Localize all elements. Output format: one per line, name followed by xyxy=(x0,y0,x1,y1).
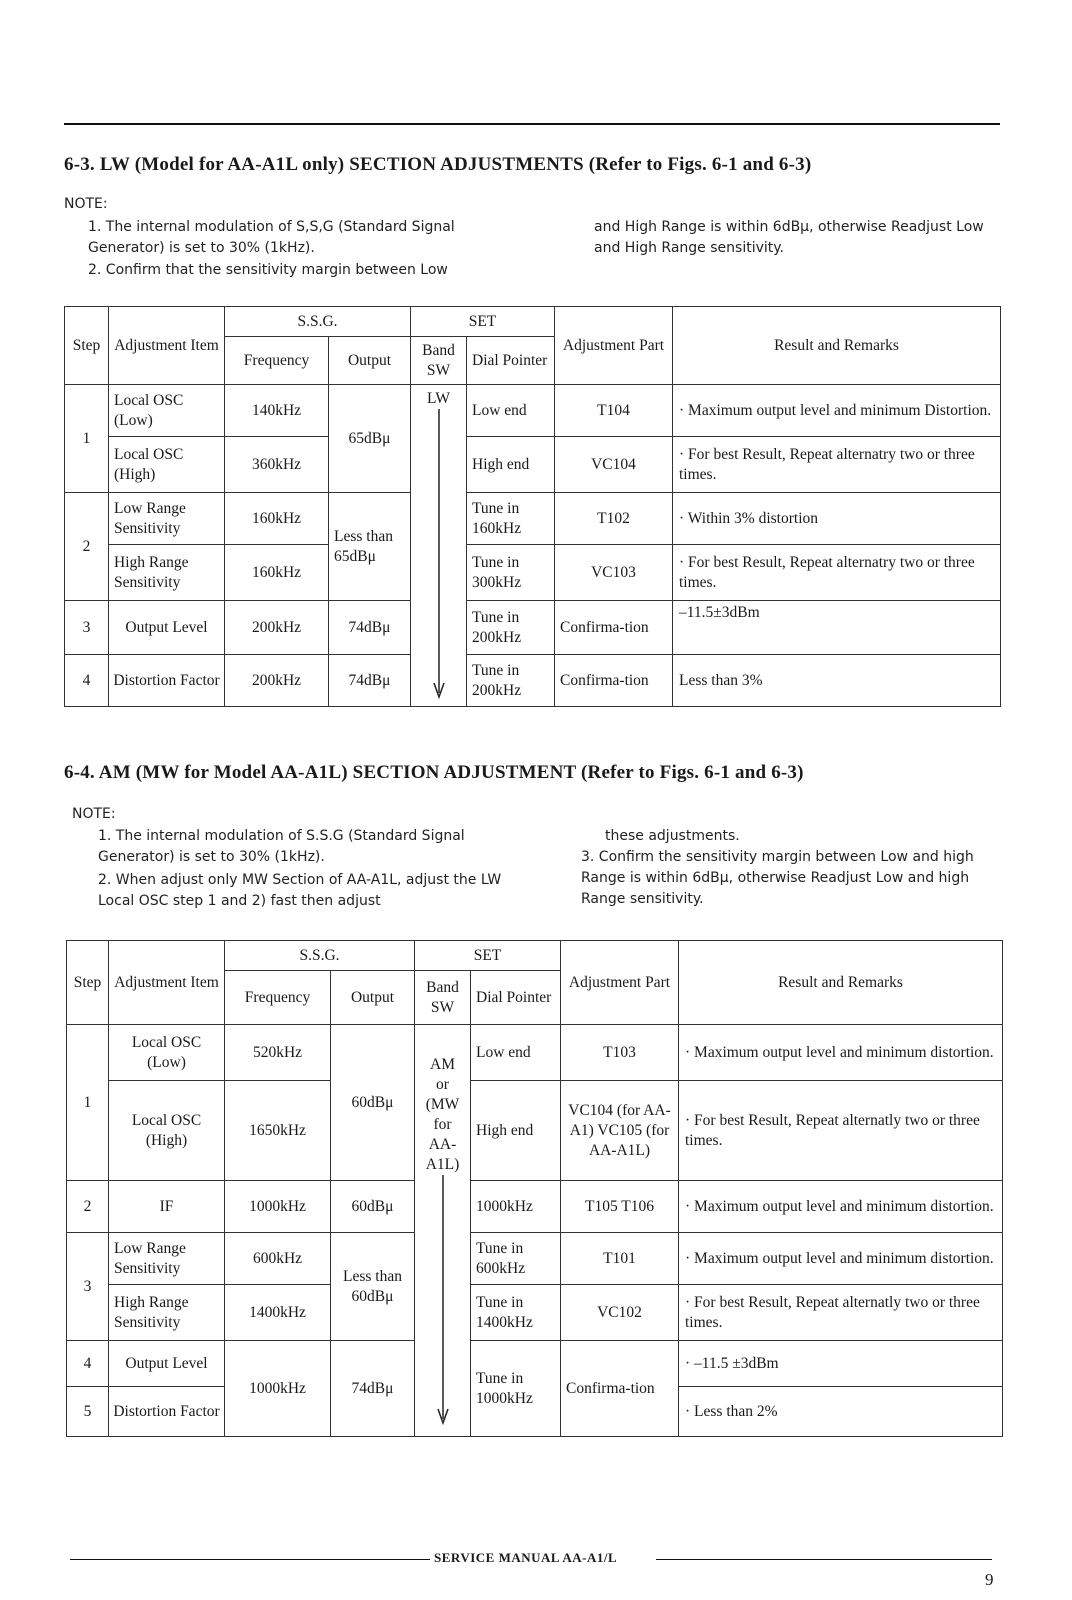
item-cell: IF xyxy=(109,1181,225,1233)
output-cell: 74dBμ xyxy=(329,655,411,707)
part-cell: T102 xyxy=(555,493,673,545)
header-set: SET xyxy=(415,941,561,971)
dial-cell: Tune in 600kHz xyxy=(471,1233,561,1285)
result-cell: · For best Result, Repeat alternatry two or three times. xyxy=(673,545,1001,601)
freq-cell: 200kHz xyxy=(225,601,329,655)
part-cell: Confirma-tion xyxy=(555,601,673,655)
header-item: Adjustment Item xyxy=(109,941,225,1025)
dial-cell: Tune in 1000kHz xyxy=(471,1341,561,1437)
header-result: Result and Remarks xyxy=(679,941,1003,1025)
top-rule xyxy=(64,123,1000,125)
lw-adjustment-table xyxy=(64,306,1001,707)
result-cell: · Maximum output level and minimum distortion. xyxy=(679,1233,1003,1285)
freq-cell: 520kHz xyxy=(225,1025,331,1081)
footer-rule-right xyxy=(656,1559,992,1560)
down-arrow-icon xyxy=(429,409,449,699)
note-item: these adjustments. xyxy=(605,828,740,844)
note-item: 2. Confirm that the sensitivity margin between Low xyxy=(88,262,448,278)
freq-cell: 200kHz xyxy=(225,655,329,707)
step-cell: 4 xyxy=(65,655,109,707)
item-cell: Local OSC (High) xyxy=(109,1081,225,1181)
output-cell: 60dBμ xyxy=(331,1025,415,1181)
freq-cell: 1650kHz xyxy=(225,1081,331,1181)
page-number: 9 xyxy=(985,1570,994,1589)
output-cell: Less than 60dBμ xyxy=(331,1233,415,1341)
band-label: AM or (MW for AA-A1L) xyxy=(425,1056,460,1173)
item-cell: Local OSC (Low) xyxy=(109,1025,225,1081)
band-cell xyxy=(411,385,467,707)
freq-cell: 1400kHz xyxy=(225,1285,331,1341)
part-cell: Confirma-tion xyxy=(561,1341,679,1437)
down-arrow xyxy=(413,409,464,699)
down-arrow-icon xyxy=(433,1175,453,1425)
header-frequency: Frequency xyxy=(225,337,329,385)
step-cell: 4 xyxy=(67,1341,109,1387)
note-label: NOTE: xyxy=(64,196,108,212)
header-part: Adjustment Part xyxy=(561,941,679,1025)
freq-cell: 140kHz xyxy=(225,385,329,437)
note-item: 2. When adjust only MW Section of AA-A1L, adjust the LW Local OSC step 1 and 2) fast then adjust xyxy=(98,872,502,909)
header-band: Band SW xyxy=(415,971,471,1025)
note-item: 1. The internal modulation of S,S,G (Standard Signal Generator) is set to 30% (1kHz). xyxy=(88,219,455,256)
item-cell: Distortion Factor xyxy=(109,1387,225,1437)
item-cell: Output Level xyxy=(109,601,225,655)
part-cell: T105 T106 xyxy=(561,1181,679,1233)
item-cell: Low Range Sensitivity xyxy=(109,493,225,545)
freq-cell: 600kHz xyxy=(225,1233,331,1285)
step-cell: 3 xyxy=(65,601,109,655)
header-dial: Dial Pointer xyxy=(471,971,561,1025)
item-cell: High Range Sensitivity xyxy=(109,1285,225,1341)
note-item: 1. The internal modulation of S.S.G (Standard Signal Generator) is set to 30% (1kHz). xyxy=(98,828,465,865)
header-ssg: S.S.G. xyxy=(225,941,415,971)
header-result: Result and Remarks xyxy=(673,307,1001,385)
freq-cell: 160kHz xyxy=(225,493,329,545)
header-band: Band SW xyxy=(411,337,467,385)
part-cell: T104 xyxy=(555,385,673,437)
header-step: Step xyxy=(65,307,109,385)
am-adjustment-table xyxy=(66,940,1003,1437)
output-cell: 60dBμ xyxy=(331,1181,415,1233)
part-cell: T103 xyxy=(561,1025,679,1081)
dial-cell: Tune in 160kHz xyxy=(467,493,555,545)
part-cell: VC103 xyxy=(555,545,673,601)
step-cell: 2 xyxy=(65,493,109,601)
result-cell: · Maximum output level and minimum distortion. xyxy=(679,1025,1003,1081)
step-cell: 1 xyxy=(65,385,109,493)
footer-rule-left xyxy=(70,1559,430,1560)
header-ssg: S.S.G. xyxy=(225,307,411,337)
band-cell xyxy=(415,1025,471,1437)
step-cell: 5 xyxy=(67,1387,109,1437)
section-title-am: 6-4. AM (MW for Model AA-A1L) SECTION ADJUSTMENT (Refer to Figs. 6-1 and 6-3) xyxy=(64,762,804,783)
step-cell: 3 xyxy=(67,1233,109,1341)
part-cell: VC102 xyxy=(561,1285,679,1341)
header-part: Adjustment Part xyxy=(555,307,673,385)
output-cell: 65dBμ xyxy=(329,385,411,493)
footer-title: SERVICE MANUAL AA-A1/L xyxy=(434,1550,618,1565)
output-cell: Less than 65dBμ xyxy=(329,493,411,601)
result-cell: · For best Result, Repeat alternatly two or three times. xyxy=(679,1081,1003,1181)
freq-cell: 160kHz xyxy=(225,545,329,601)
freq-cell: 360kHz xyxy=(225,437,329,493)
header-output: Output xyxy=(329,337,411,385)
part-cell: VC104 (for AA-A1) VC105 (for AA-A1L) xyxy=(561,1081,679,1181)
dial-cell: Tune in 200kHz xyxy=(467,601,555,655)
result-cell: · For best Result, Repeat alternatry two or three times. xyxy=(673,437,1001,493)
dial-cell: Low end xyxy=(471,1025,561,1081)
result-cell: · –11.5 ±3dBm xyxy=(679,1341,1003,1387)
item-cell: Distortion Factor xyxy=(109,655,225,707)
band-label: LW xyxy=(427,390,450,407)
part-cell: VC104 xyxy=(555,437,673,493)
freq-cell: 1000kHz xyxy=(225,1181,331,1233)
note-item: and High Range is within 6dBμ, otherwise Readjust Low and High Range sensitivity. xyxy=(594,219,984,256)
header-output: Output xyxy=(331,971,415,1025)
output-cell: 74dBμ xyxy=(329,601,411,655)
header-set: SET xyxy=(411,307,555,337)
header-item: Adjustment Item xyxy=(109,307,225,385)
step-cell: 2 xyxy=(67,1181,109,1233)
item-cell: Low Range Sensitivity xyxy=(109,1233,225,1285)
output-cell: 74dBμ xyxy=(331,1341,415,1437)
result-cell: · Less than 2% xyxy=(679,1387,1003,1437)
result-cell: · For best Result, Repeat alternatly two or three times. xyxy=(679,1285,1003,1341)
item-cell: Local OSC (Low) xyxy=(109,385,225,437)
note-label: NOTE: xyxy=(72,806,116,822)
freq-cell: 1000kHz xyxy=(225,1341,331,1437)
header-frequency: Frequency xyxy=(225,971,331,1025)
dial-cell: Tune in 1400kHz xyxy=(471,1285,561,1341)
dial-cell: Tune in 300kHz xyxy=(467,545,555,601)
section-title-lw: 6-3. LW (Model for AA-A1L only) SECTION ADJUSTMENTS (Refer to Figs. 6-1 and 6-3) xyxy=(64,154,812,175)
header-step: Step xyxy=(67,941,109,1025)
result-cell: Less than 3% xyxy=(673,655,1001,707)
part-cell: T101 xyxy=(561,1233,679,1285)
item-cell: High Range Sensitivity xyxy=(109,545,225,601)
dial-cell: High end xyxy=(471,1081,561,1181)
result-cell: · Within 3% distortion xyxy=(673,493,1001,545)
dial-cell: High end xyxy=(467,437,555,493)
dial-cell: Low end xyxy=(467,385,555,437)
down-arrow xyxy=(417,1175,468,1425)
part-cell: Confirma-tion xyxy=(555,655,673,707)
result-cell: –11.5±3dBm xyxy=(673,601,1001,655)
dial-cell: Tune in 200kHz xyxy=(467,655,555,707)
note-item: 3. Confirm the sensitivity margin between Low and high Range is within 6dBμ, otherwise Readjust Low and high Range sensitivity. xyxy=(581,849,974,907)
dial-cell: 1000kHz xyxy=(471,1181,561,1233)
item-cell: Local OSC (High) xyxy=(109,437,225,493)
result-cell: · Maximum output level and minimum distortion. xyxy=(679,1181,1003,1233)
header-dial: Dial Pointer xyxy=(467,337,555,385)
result-cell: · Maximum output level and minimum Distortion. xyxy=(673,385,1001,437)
step-cell: 1 xyxy=(67,1025,109,1181)
item-cell: Output Level xyxy=(109,1341,225,1387)
